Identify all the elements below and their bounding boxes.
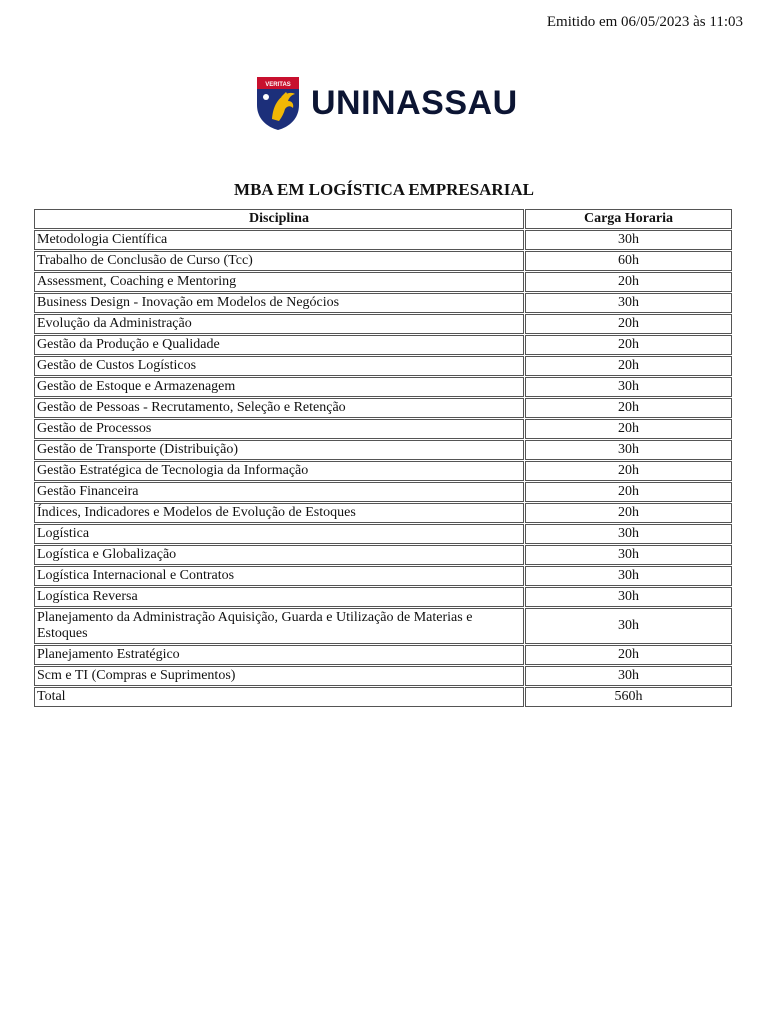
- table-row: [34, 335, 732, 355]
- disciplina-cell: Gestão Financeira: [34, 482, 524, 502]
- page-title: MBA EM LOGÍSTICA EMPRESARIAL: [234, 180, 534, 199]
- disciplina-cell: Gestão da Produção e Qualidade: [34, 335, 524, 355]
- disciplina-cell: Trabalho de Conclusão de Curso (Tcc): [34, 251, 524, 271]
- course-table: [33, 208, 733, 708]
- disciplina-cell: Planejamento Estratégico: [34, 645, 524, 665]
- disciplina-cell: Logística Internacional e Contratos: [34, 566, 524, 586]
- table-row: [34, 608, 732, 644]
- disciplina-cell: Gestão de Estoque e Armazenagem: [34, 377, 524, 397]
- disciplina-cell: Logística Reversa: [34, 587, 524, 607]
- disciplina-cell: Gestão de Pessoas - Recrutamento, Seleção e Retenção: [34, 398, 524, 418]
- table-row: [34, 398, 732, 418]
- table-row: [34, 314, 732, 334]
- carga-horaria-cell: 60h: [525, 251, 732, 271]
- carga-horaria-cell: 30h: [525, 608, 732, 644]
- table-row: [34, 524, 732, 544]
- carga-horaria-cell: 30h: [525, 230, 732, 250]
- table-row: [34, 251, 732, 271]
- emission-timestamp: Emitido em 06/05/2023 às 11:03: [546, 14, 743, 30]
- column-header-carga-horaria: Carga Horaria: [525, 209, 732, 229]
- table-row: [34, 587, 732, 607]
- table-row: [34, 293, 732, 313]
- table-row: [34, 545, 732, 565]
- disciplina-cell: Assessment, Coaching e Mentoring: [34, 272, 524, 292]
- table-row: [34, 356, 732, 376]
- disciplina-cell: Índices, Indicadores e Modelos de Evolução de Estoques: [34, 503, 524, 523]
- carga-horaria-cell: 30h: [525, 293, 732, 313]
- table-row: [34, 666, 732, 686]
- carga-horaria-cell: 30h: [525, 666, 732, 686]
- table-row: [34, 272, 732, 292]
- carga-horaria-cell: 30h: [525, 524, 732, 544]
- disciplina-cell: Gestão de Transporte (Distribuição): [34, 440, 524, 460]
- shield-icon: [255, 75, 301, 131]
- disciplina-cell: Business Design - Inovação em Modelos de Negócios: [34, 293, 524, 313]
- disciplina-cell: Logística e Globalização: [34, 545, 524, 565]
- column-header-disciplina: Disciplina: [34, 209, 524, 229]
- disciplina-cell: Scm e TI (Compras e Suprimentos): [34, 666, 524, 686]
- table-row: [34, 461, 732, 481]
- carga-horaria-cell: 20h: [525, 314, 732, 334]
- disciplina-cell: Gestão de Processos: [34, 419, 524, 439]
- carga-horaria-cell: 30h: [525, 587, 732, 607]
- table-row: [34, 377, 732, 397]
- carga-horaria-cell: 20h: [525, 398, 732, 418]
- brand-name: UNINASSAU: [311, 83, 518, 122]
- uninassau-logo: [255, 75, 518, 131]
- carga-horaria-cell: 20h: [525, 503, 732, 523]
- disciplina-cell: Evolução da Administração: [34, 314, 524, 334]
- carga-horaria-cell: 20h: [525, 461, 732, 481]
- disciplina-cell: Gestão de Custos Logísticos: [34, 356, 524, 376]
- disciplina-cell: Planejamento da Administração Aquisição, Guarda e Utilização de Materias e Estoques: [34, 608, 524, 644]
- table-row: [34, 503, 732, 523]
- carga-horaria-cell: 20h: [525, 419, 732, 439]
- table-header-row: [34, 209, 732, 229]
- table-row: [34, 230, 732, 250]
- carga-horaria-cell: 20h: [525, 335, 732, 355]
- disciplina-cell: Metodologia Científica: [34, 230, 524, 250]
- table-row: [34, 645, 732, 665]
- disciplina-cell: Gestão Estratégica de Tecnologia da Informação: [34, 461, 524, 481]
- carga-horaria-cell: 30h: [525, 377, 732, 397]
- table-row: [34, 419, 732, 439]
- table-row: [34, 566, 732, 586]
- table-row: [34, 482, 732, 502]
- carga-horaria-cell: 20h: [525, 356, 732, 376]
- carga-horaria-cell: 560h: [525, 687, 732, 707]
- carga-horaria-cell: 20h: [525, 482, 732, 502]
- carga-horaria-cell: 30h: [525, 545, 732, 565]
- carga-horaria-cell: 20h: [525, 272, 732, 292]
- table-row: [34, 440, 732, 460]
- carga-horaria-cell: 20h: [525, 645, 732, 665]
- shield-motto: VERITAS: [265, 82, 291, 88]
- disciplina-cell: Total: [34, 687, 524, 707]
- disciplina-cell: Logística: [34, 524, 524, 544]
- carga-horaria-cell: 30h: [525, 566, 732, 586]
- total-row: [34, 687, 732, 707]
- carga-horaria-cell: 30h: [525, 440, 732, 460]
